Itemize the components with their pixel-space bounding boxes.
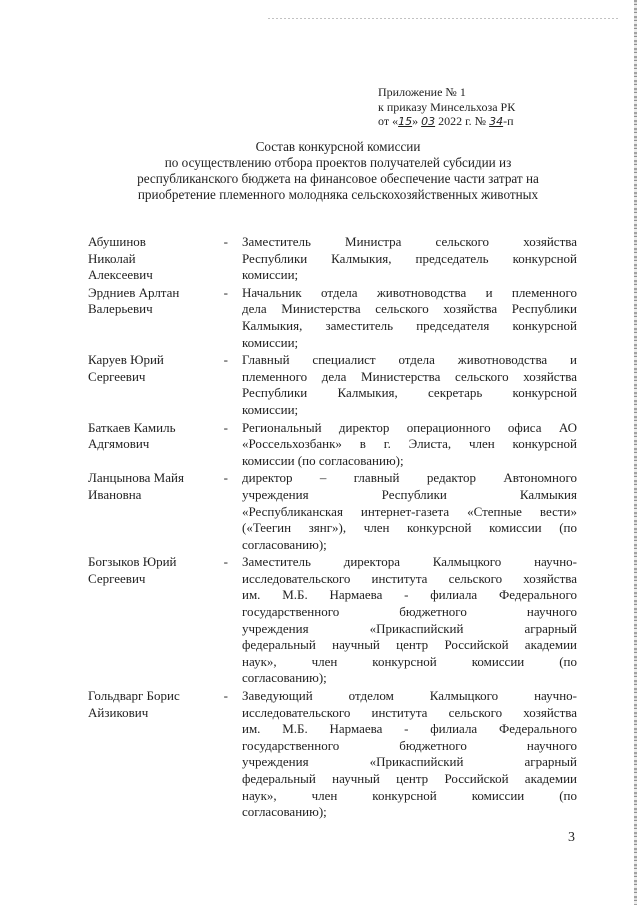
member-name-line: Богзыков Юрий xyxy=(88,554,177,570)
member-position-line: учреждения «Прикаспийский аграрный xyxy=(242,754,577,770)
title-line-1: Состав конкурсной комиссии xyxy=(255,139,421,154)
order-year: 2022 г. № xyxy=(435,114,490,128)
member-name-line: Алексеевич xyxy=(88,267,153,283)
member-name-line: Баткаев Камиль xyxy=(88,419,176,435)
separator-dash: - xyxy=(223,688,228,704)
appendix-header xyxy=(378,85,618,130)
member-position xyxy=(242,470,577,553)
member-position-line: им. М.Б. Нармаева - филиала Федерального xyxy=(242,587,577,603)
member-position-line: Заместитель Министра сельского хозяйства xyxy=(242,234,577,249)
member-position-line: федеральный научный центр Российской академии xyxy=(242,637,577,653)
member-position-line: исследовательского института сельского хозяйства xyxy=(242,570,577,586)
member-row xyxy=(88,420,580,470)
member-position xyxy=(242,554,577,687)
separator-dash: - xyxy=(223,352,228,368)
member-position xyxy=(242,420,577,470)
order-number: 34 xyxy=(489,115,504,128)
member-position-line: государственного бюджетного научного xyxy=(242,604,577,620)
date-mid: » xyxy=(412,114,422,128)
date-prefix: от « xyxy=(378,114,399,128)
member-row xyxy=(88,554,580,687)
member-name xyxy=(88,285,230,351)
order-month: 03 xyxy=(421,115,436,128)
member-row xyxy=(88,688,580,821)
member-name xyxy=(88,352,230,418)
separator-dash: - xyxy=(223,284,228,300)
member-name xyxy=(88,554,230,687)
member-position-line: федеральный научный центр Российской академии xyxy=(242,771,577,786)
member-position-line: комиссии; xyxy=(242,267,299,283)
member-position-line: Республики Калмыкия, председатель конкурсной xyxy=(242,250,577,266)
member-position-line: «Россельхозбанк» в г. Элиста, член конкурсной xyxy=(242,436,577,452)
member-position-line: наук», член конкурсной комиссии (по xyxy=(242,653,577,669)
member-name-line: Сергеевич xyxy=(88,368,146,384)
member-name-line: Абушинов xyxy=(88,234,146,249)
member-position-line: Заведующий отделом Калмыцкого научно- xyxy=(242,688,577,704)
member-name-line: Эрдниев Арлтан xyxy=(88,284,180,300)
member-position-line: комиссии (по согласованию); xyxy=(242,452,404,468)
member-position-line: дела Министерства сельского хозяйства Республики xyxy=(242,301,577,317)
order-day: 15 xyxy=(398,115,413,128)
member-name-line: Каруев Юрий xyxy=(88,352,164,368)
member-row xyxy=(88,285,580,351)
member-row xyxy=(88,352,580,418)
appendix-line-2: к приказу Минсельхоза РК xyxy=(378,99,516,114)
member-name-line: Ивановна xyxy=(88,486,142,502)
member-position xyxy=(242,234,577,284)
member-position-line: племенного дела Министерства сельского хозяйства xyxy=(242,368,577,384)
scan-artifact-line xyxy=(268,18,618,19)
member-position xyxy=(242,285,577,351)
member-name-line: Адгямович xyxy=(88,436,150,452)
separator-dash: - xyxy=(223,470,228,486)
commission-members-list xyxy=(88,234,580,822)
member-position-line: государственного бюджетного научного xyxy=(242,737,577,753)
member-name xyxy=(88,470,230,553)
member-position-line: учреждения «Прикаспийский аграрный xyxy=(242,620,577,636)
member-name xyxy=(88,234,230,284)
title-line-2: по осуществлению отбора проектов получателей субсидии из xyxy=(164,155,512,170)
member-name-line: Гольдварг Борис xyxy=(88,688,180,704)
member-row xyxy=(88,470,580,553)
member-position-line: согласованию); xyxy=(242,536,327,552)
member-position-line: Республики Калмыкия, секретарь конкурсной xyxy=(242,385,577,401)
scan-edge xyxy=(634,0,637,905)
member-position-line: наук», член конкурсной комиссии (по xyxy=(242,787,577,803)
member-position xyxy=(242,688,577,821)
member-position-line: Региональный директор операционного офиса АО xyxy=(242,419,577,435)
member-name-line: Айзикович xyxy=(88,704,149,720)
member-position-line: Начальник отдела животноводства и племенного xyxy=(242,284,577,300)
separator-dash: - xyxy=(223,554,228,570)
order-suffix: -п xyxy=(503,114,514,128)
member-name-line: Сергеевич xyxy=(88,570,146,586)
member-name-line: Валерьевич xyxy=(88,301,153,317)
separator-dash: - xyxy=(223,234,228,249)
member-position xyxy=(242,352,577,418)
member-position-line: директор – главный редактор Автономного xyxy=(242,470,577,486)
document-title xyxy=(88,139,588,203)
page-number: 3 xyxy=(568,830,575,845)
appendix-line-1: Приложение № 1 xyxy=(378,85,466,99)
member-position-line: Заместитель директора Калмыцкого научно- xyxy=(242,554,577,570)
member-position-line: комиссии; xyxy=(242,401,299,417)
member-position-line: им. М.Б. Нармаева - филиала Федерального xyxy=(242,721,577,737)
member-position-line: согласованию); xyxy=(242,670,327,686)
member-name-line: Ланцынова Майя xyxy=(88,470,184,486)
title-line-4: приобретение племенного молодняка сельскохозяйственных животных xyxy=(137,187,539,202)
member-position-line: («Теегин зянг»), член конкурсной комиссии (по xyxy=(242,520,577,536)
appendix-line-3 xyxy=(378,114,618,130)
member-name xyxy=(88,688,230,821)
member-position-line: согласованию); xyxy=(242,804,327,820)
member-name xyxy=(88,420,230,470)
separator-dash: - xyxy=(223,419,228,435)
member-position-line: Главный специалист отдела животноводства и xyxy=(242,352,577,368)
member-position-line: комиссии; xyxy=(242,334,299,350)
member-position-line: учреждения Республики Калмыкия xyxy=(242,486,577,502)
member-name-line: Николай xyxy=(88,250,136,266)
member-position-line: Калмыкия, заместитель председателя конкурсной xyxy=(242,317,577,333)
title-line-3: республиканского бюджета на финансовое обеспечение части затрат на xyxy=(137,171,539,186)
member-position-line: «Республиканская интернет-газета «Степные вести» xyxy=(242,503,577,519)
member-position-line: исследовательского института сельского хозяйства xyxy=(242,704,577,720)
member-row xyxy=(88,234,580,284)
